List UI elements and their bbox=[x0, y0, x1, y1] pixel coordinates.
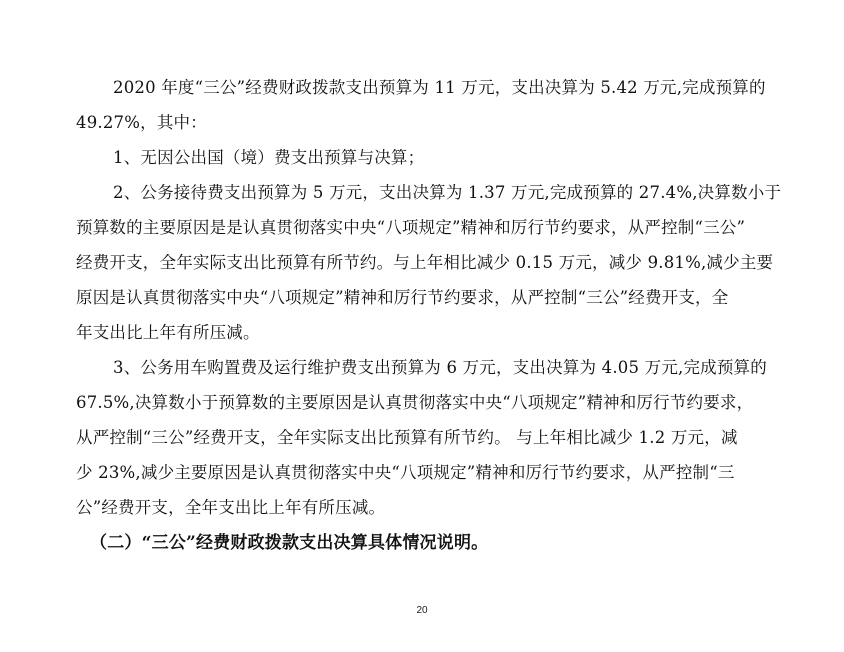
item-3-vehicle-line-1: 3、公务用车购置费及运行维护费支出预算为 6 万元，支出决算为 4.05 万元,完成预算的 bbox=[113, 358, 767, 377]
item-3-vehicle-line-3: 从严控制“三公”经费开支，全年实际支出比预算有所节约。 与上年相比减少 1.2 万元，减 bbox=[76, 428, 738, 447]
paragraph-total-line-2: 49.27%，其中： bbox=[76, 113, 207, 132]
item-2-reception-line-3: 经费开支，全年实际支出比预算有所节约。与上年相比减少 0.15 万元，减少 9.81%,减少主要 bbox=[76, 253, 774, 272]
page-number: 20 bbox=[416, 605, 428, 616]
item-2-reception-line-4: 原因是认真贯彻落实中央“八项规定”精神和厉行节约要求，从严控制“三公”经费开支，全 bbox=[76, 288, 729, 307]
item-3-vehicle-line-2: 67.5%,决算数小于预算数的主要原因是认真贯彻落实中央“八项规定”精神和厉行节约要求， bbox=[76, 393, 754, 412]
paragraph-total-line-1: 2020 年度“三公”经费财政拨款支出预算为 11 万元，支出决算为 5.42 万元,完成预算的 bbox=[113, 78, 766, 97]
item-2-reception-line-2: 预算数的主要原因是是认真贯彻落实中央“八项规定”精神和厉行节约要求，从严控制“三公” bbox=[76, 218, 746, 237]
item-3-vehicle-line-4: 少 23%,减少主要原因是认真贯彻落实中央“八项规定”精神和厉行节约要求，从严控制“三 bbox=[76, 463, 735, 482]
item-2-reception-line-5: 年支出比上年有所压减。 bbox=[76, 323, 260, 342]
section-heading: （二）“三公”经费财政拨款支出决算具体情况说明。 bbox=[90, 533, 489, 553]
item-3-vehicle-line-5: 公”经费开支，全年支出比上年有所压减。 bbox=[76, 498, 386, 517]
item-2-reception-line-1: 2、公务接待费支出预算为 5 万元，支出决算为 1.37 万元,完成预算的 27.4%,决算数小于 bbox=[113, 183, 782, 202]
item-1-overseas-travel: 1、无因公出国（境）费支出预算与决算； bbox=[113, 148, 425, 167]
